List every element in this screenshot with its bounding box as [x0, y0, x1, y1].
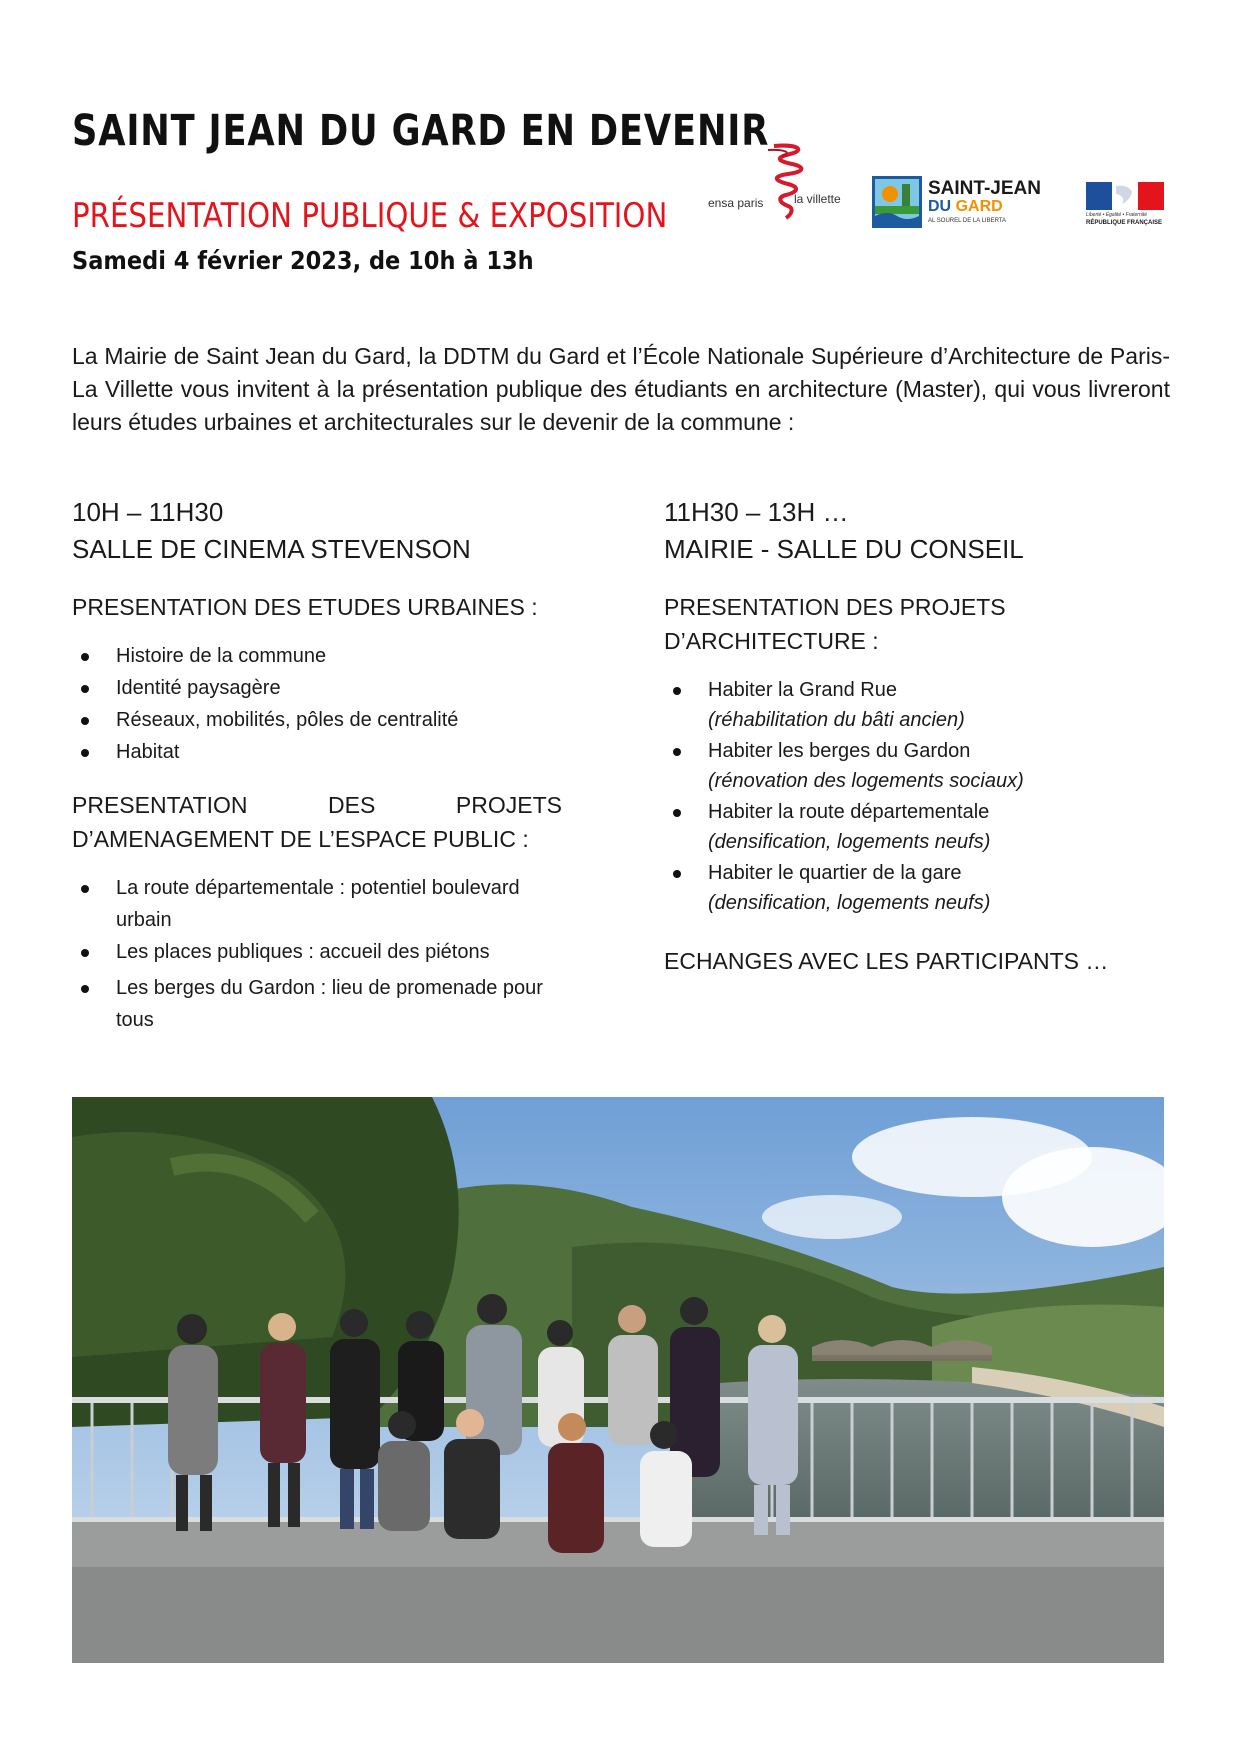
ensa-logo-text-left: ensa paris [708, 196, 764, 210]
republique-motto: Liberté • Égalité • Fraternité [1086, 212, 1148, 218]
ensa-logo [708, 140, 858, 220]
left-section2-list [72, 872, 572, 1036]
left-section1-list [72, 640, 572, 768]
item-label: Habiter le quartier de la gare [708, 862, 962, 884]
list-item: Identité paysagère [72, 672, 572, 704]
item-subtitle: (réhabilitation du bâti ancien) [708, 709, 965, 731]
left-time: 10H – 11H30 [72, 497, 224, 527]
list-item [664, 857, 1164, 918]
item-label: Habiter les berges du Gardon [708, 740, 971, 762]
list-item: La route départementale : potentiel boulevard urbain [72, 872, 572, 936]
saint-jean-emblem-icon [872, 176, 922, 228]
list-item: Réseaux, mobilités, pôles de centralité [72, 704, 572, 736]
list-item: Les places publiques : accueil des piétons [72, 936, 572, 968]
republique-francaise-logo [1086, 182, 1166, 232]
saint-jean-logo-gard: GARD [955, 198, 1003, 215]
saint-jean-logo-tagline: AL SOUREL DE LA LIBERTA [928, 218, 1007, 224]
intro-paragraph: La Mairie de Saint Jean du Gard, la DDTM du Gard et l’École Nationale Supérieure d’Architecture de Paris-La Villette vous invitent à la présentation publique des étudiants en architecture (Master), qui vous livreront leurs études urbaines et architecturales sur le devenir de la commune : [72, 343, 1170, 435]
right-column [664, 494, 1164, 978]
item-label: Habiter la Grand Rue [708, 679, 897, 701]
republique-name: RÉPUBLIQUE FRANÇAISE [1086, 220, 1163, 226]
marianne-flag-icon [1086, 182, 1164, 210]
item-label: Habiter la route départementale [708, 801, 990, 823]
list-item: Habitat [72, 736, 572, 768]
list-item [664, 674, 1164, 735]
left-place: SALLE DE CINEMA STEVENSON [72, 534, 471, 564]
right-place: MAIRIE - SALLE DU CONSEIL [664, 534, 1024, 564]
saint-jean-logo-line2 [928, 198, 1003, 216]
list-item [664, 796, 1164, 857]
right-section1-list [664, 674, 1164, 918]
page-title: SAINT JEAN DU GARD EN DEVENIR [72, 106, 770, 156]
event-subtitle: PRÉSENTATION PUBLIQUE & EXPOSITION [72, 196, 668, 236]
list-item: Les berges du Gardon : lieu de promenade pour tous [72, 972, 572, 1036]
saint-jean-logo-du: DU [928, 198, 956, 215]
left-section1-heading: PRESENTATION DES ETUDES URBAINES : [72, 594, 538, 620]
item-subtitle: (densification, logements neufs) [708, 831, 991, 853]
left-column [72, 494, 572, 1036]
group-photo [72, 1097, 1164, 1663]
list-item: Histoire de la commune [72, 640, 572, 672]
left-section2-heading: PRESENTATION DES PROJETS D’AMENAGEMENT DE L’ESPACE PUBLIC : [72, 792, 562, 852]
item-subtitle: (rénovation des logements sociaux) [708, 770, 1024, 792]
event-date: Samedi 4 février 2023, de 10h à 13h [72, 246, 534, 275]
closing-text: ECHANGES AVEC LES PARTICIPANTS … [664, 948, 1109, 974]
list-item [664, 735, 1164, 796]
right-section1-heading: PRESENTATION DES PROJETS D’ARCHITECTURE : [664, 594, 1006, 654]
item-subtitle: (densification, logements neufs) [708, 892, 991, 914]
ensa-logo-text-right: la villette [794, 192, 841, 206]
saint-jean-logo [872, 176, 1062, 228]
group-photo-image [72, 1097, 1164, 1663]
saint-jean-logo-line1: SAINT-JEAN [928, 178, 1041, 199]
right-time: 11H30 – 13H … [664, 497, 849, 527]
